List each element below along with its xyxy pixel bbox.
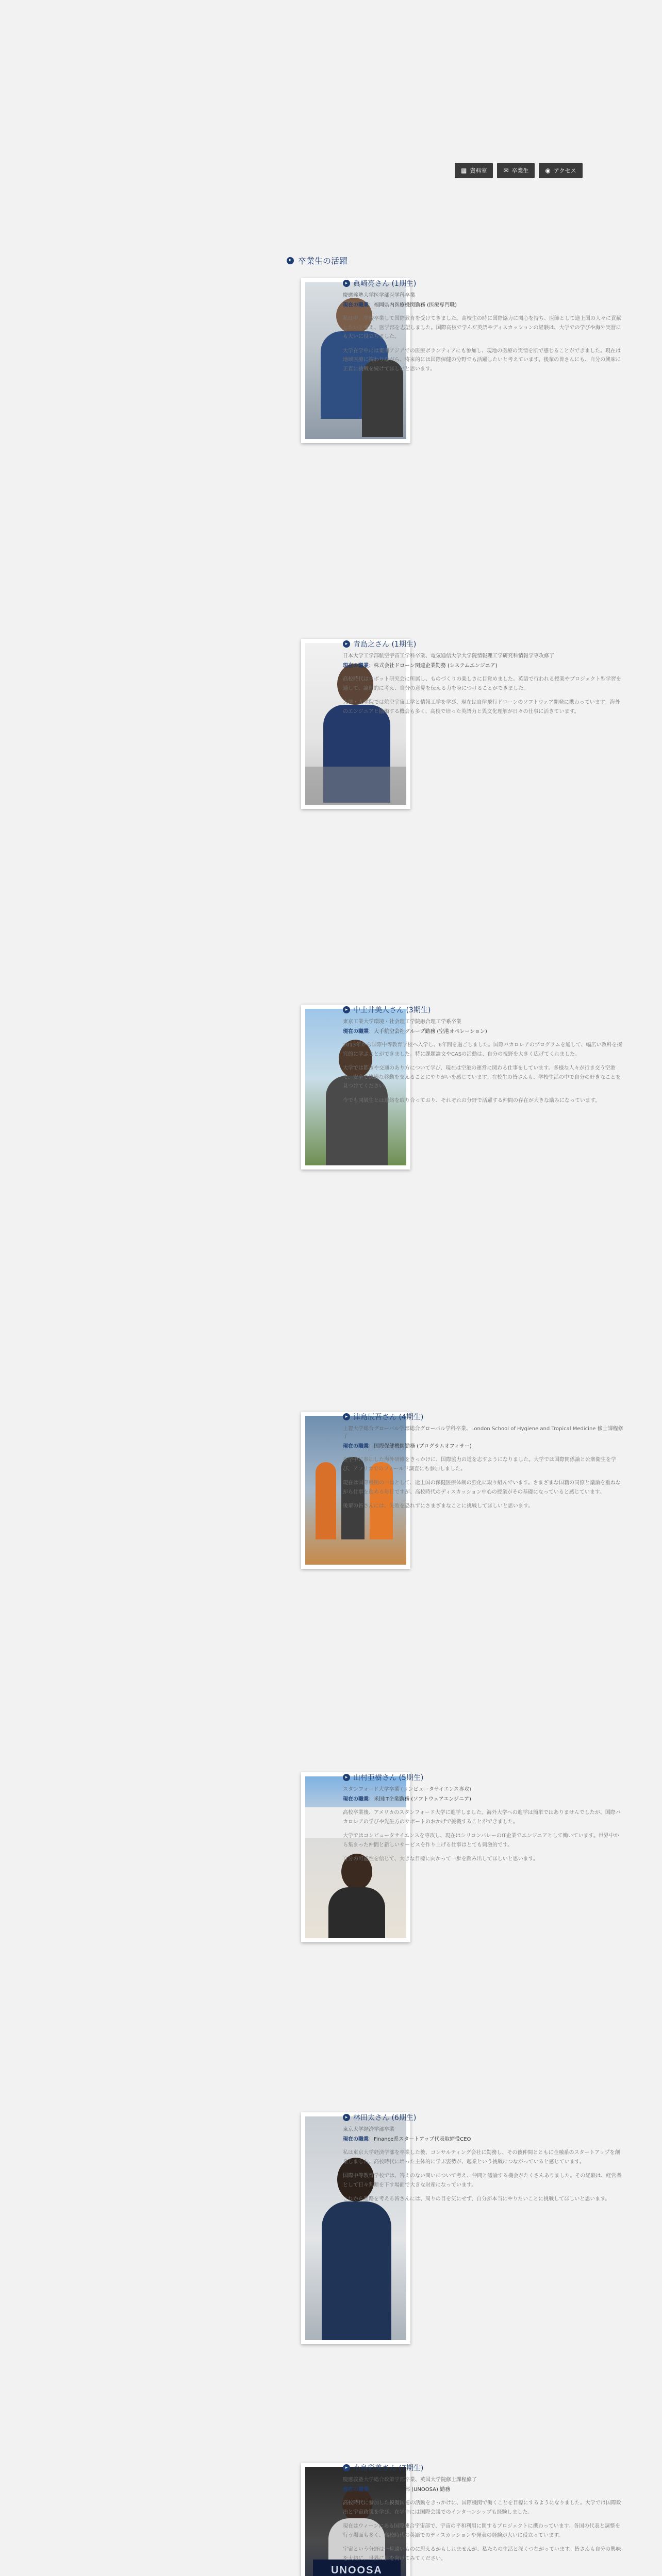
position-text: ：Finance系スタートアップ代表取締役CEO: [369, 2137, 471, 2142]
position-label: 現在の職業: [343, 663, 369, 669]
bio-paragraph: 大学では都市や交通のあり方について学び、現在は空港の運営に関わる仕事をしています。多様な人々が行き交う空港で、安全で快適な移動を支えることにやりがいを感じています。在校生の皆さんも、学校生活の中で自分の好きなことを見つけてください。: [343, 1065, 621, 1089]
alumni-text: [343, 639, 624, 721]
alumni-position: [343, 2486, 624, 2494]
position-label: 現在の職業: [343, 2487, 369, 2493]
mail-icon: ✉: [503, 167, 509, 174]
alumni-text: [343, 2463, 624, 2568]
alumni-name-text: 小島彩美さん (7期生): [353, 2464, 424, 2472]
position-text: ：米国IT企業勤務 (ソフトウェアエンジニア): [369, 1797, 471, 1802]
section-title-text: 卒業生の活躍: [298, 256, 348, 266]
bio-paragraph: 高校時代はロボット研究会に所属し、ものづくりの楽しさに目覚めました。英語で行われる授業やプロジェクト型学習を通して、論理的に考え、自分の意見を伝える力を身につけることができました。: [343, 676, 621, 691]
alumni-label: 卒業生: [511, 167, 529, 174]
alumni-name: [343, 639, 624, 649]
bio-paragraph: 今でも同級生とは連絡を取り合っており、それぞれの分野で活躍する仲間の存在が大きな励みになっています。: [343, 1097, 601, 1104]
arrow-circle-icon: ▸: [343, 280, 350, 287]
alumni-text: [343, 1005, 624, 1110]
alumni-text: [343, 2112, 624, 2209]
section-title: [287, 255, 347, 266]
alumni-name: [343, 1005, 624, 1015]
bio-paragraph: 私は東京大学経済学部を卒業した後、コンサルティング会社に勤務し、その後仲間とともに金融系のスタートアップを創業しました。高校時代に培った主体的に学ぶ姿勢が、起業という挑戦につながっていると感じています。: [343, 2150, 620, 2165]
alumni-name-text: 中土井美人さん (3期生): [353, 1006, 431, 1014]
alumni-school: 日本大学工学部航空宇宙工学科卒業、電気通信大学大学院情報理工学研究科情報学専攻修了: [343, 653, 554, 659]
bio-paragraph: 大学ではコンピュータサイエンスを専攻し、現在はシリコンバレーのIT企業でエンジニアとして働いています。世界中から集まった仲間と新しいサービスを作り上げる仕事はとても刺激的です。: [343, 1833, 619, 1848]
position-label: 現在の職業: [343, 1029, 369, 1035]
alumni-name: [343, 278, 624, 289]
arrow-circle-icon: ▸: [343, 2114, 350, 2121]
documents-button[interactable]: [455, 163, 493, 178]
map-pin-icon: ◉: [545, 167, 551, 174]
alumni-bio: [343, 2499, 624, 2563]
access-label: アクセス: [553, 167, 576, 174]
bio-paragraph: 後輩の皆さんには、失敗を恐れずにさまざまなことに挑戦してほしいと思います。: [343, 1503, 534, 1509]
alumni-name: [343, 2112, 624, 2123]
position-text: ：株式会社ドローン関連企業勤務 (システムエンジニア): [369, 663, 498, 669]
bio-paragraph: 大学在学中には東南アジアでの医療ボランティアにも参加し、現地の医療の実情を肌で感じることができました。現在は地域医療に携わりながら、将来的には国際保健の分野でも活躍したいと考えています。後輩の皆さんにも、自分の興味に正直に挑戦を続けてほしいと思います。: [343, 348, 621, 372]
bio-paragraph: 現在はウィーンにある国際連合宇宙部で、宇宙の平和利用に関するプロジェクトに携わっています。各国の代表と調整を行う場面も多く、高校時代の英語でのディスカッションや発表の経験が大いに役立っています。: [343, 2523, 620, 2538]
arrow-circle-icon: ▸: [343, 1006, 350, 1013]
bio-paragraph: 2013年から国際中等教育学校へ入学し、6年間を過ごしました。国際バカロレアのプログラムを通して、幅広い教科を探究的に学ぶことができました。特に課題論文やCASの活動は、自分の視野を大きく広げてくれました。: [343, 1042, 622, 1057]
alumni-name-text: 青島之さん (1期生): [353, 640, 417, 649]
alumni-position: [343, 1795, 624, 1803]
alumni-school: 慶應義塾大学総合政策学部卒業、英国大学院修士課程修了: [343, 2477, 477, 2483]
arrow-circle-icon: ▸: [343, 640, 350, 648]
alumni-name-text: 山村亜樹さん (5期生): [353, 1774, 424, 1782]
alumni-name-text: 眞崎亮さん (1期生): [353, 280, 417, 288]
alumni-name-text: 林田太さん (6期生): [353, 2114, 417, 2122]
position-label: 現在の職業: [343, 1444, 369, 1449]
position-label: 現在の職業: [343, 2137, 369, 2142]
alumni-photo: UNOOSA: [301, 2463, 410, 2576]
alumni-text: [343, 278, 624, 379]
alumni-school: 慶應義塾大学医学部医学科卒業: [343, 293, 415, 298]
access-button[interactable]: [539, 163, 582, 178]
bio-paragraph: 高校卒業後、アメリカのスタンフォード大学に進学しました。海外大学への進学は簡単ではありませんでしたが、国際バカロレアの学びや先生方のサポートのおかげで挑戦することができました。: [343, 1810, 621, 1825]
bio-paragraph: 宇宙という分野は一見遠いものに思えるかもしれませんが、私たちの生活と深くつながっています。皆さんも自分の興味を大切に、世界に目を向けてみてください。: [343, 2547, 621, 2562]
position-text: ：国際連合宇宙部 (UNOOSA) 勤務: [369, 2487, 451, 2493]
position-label: 現在の職業: [343, 302, 369, 308]
alumni-school: 上智大学総合グローバル学部総合グローバル学科卒業、London School of Hygiene and Tropical Medicine 修士課程修了: [343, 1426, 623, 1439]
alumni-position: [343, 2136, 624, 2143]
alumni-bio: [343, 1808, 624, 1864]
arrow-circle-icon: ▸: [343, 1413, 350, 1420]
alumni-name-text: 津島辰吾さん (4期生): [353, 1413, 424, 1421]
top-utility-buttons: [455, 163, 583, 178]
alumni-button[interactable]: [497, 163, 535, 178]
arrow-circle-icon: ▸: [343, 1774, 350, 1781]
bio-paragraph: 在学中に参加した海外研修をきっかけに、国際協力の道を志すようになりました。大学では国際関係論と公衆衛生を学び、アフリカでのフィールド調査にも参加しました。: [343, 1457, 616, 1472]
alumni-name: [343, 1412, 624, 1422]
bio-paragraph: 私は中、学校卒業して国際教育を受けてきました。高校生の時に国際協力に関心を持ち、医師として途上国の人々に貢献したいと考え、医学部を志望しました。国際高校で学んだ英語やディスカッションの経験は、大学での学びや海外実習にも大いに役立ちました。: [343, 316, 621, 340]
bio-paragraph: 高校時代に参加した模擬国連の活動をきっかけに、国際機関で働くことを目標にするようになりました。大学では国際政治と宇宙政策を学び、在学中には国際会議でのインターンシップも経験しました。: [343, 2500, 621, 2515]
position-text: ：国際保健機関勤務 (プログラムオフィサー): [369, 1444, 472, 1449]
alumni-school: 東京工業大学環境・社会理工学院融合理工学系卒業: [343, 1019, 461, 1025]
document-icon: ▦: [461, 167, 467, 174]
alumni-position: [343, 1028, 624, 1036]
alumni-text: [343, 1772, 624, 1869]
alumni-bio: [343, 314, 624, 374]
alumni-bio: [343, 2148, 624, 2204]
alumni-bio: [343, 675, 624, 716]
position-text: ：福岡県内医療機関勤務 (医療専門職): [369, 302, 457, 308]
alumni-school: スタンフォード大学卒業 (コンピュータサイエンス専攻): [343, 1787, 472, 1792]
alumni-bio: [343, 1041, 624, 1105]
arrow-circle-icon: ▸: [343, 2464, 350, 2471]
bio-paragraph: 国際中等教育学校では、答えのない問いについて考え、仲間と議論する機会がたくさんありました。その経験は、経営者として日々判断を下す場面で大きな財産になっています。: [343, 2173, 622, 2188]
bio-paragraph: 大学・大学院では航空宇宙工学と情報工学を学び、現在は自律飛行ドローンのソフトウェア開発に携わっています。海外のエンジニアと協働する機会も多く、高校で培った英語力と異文化理解が日々の仕事に活きています。: [343, 700, 620, 715]
documents-label: 資料室: [470, 167, 487, 174]
alumni-position: [343, 1443, 624, 1450]
alumni-bio: [343, 1455, 624, 1511]
alumni-position: [343, 662, 624, 670]
bio-paragraph: これから進路を考える皆さんには、周りの目を気にせず、自分が本当にやりたいことに挑戦してほしいと思います。: [343, 2196, 610, 2202]
alumni-text: [343, 1412, 624, 1516]
alumni-school: 東京大学経済学部卒業: [343, 2127, 394, 2132]
bio-paragraph: 現在は国際機関の一員として、途上国の保健医療体制の強化に取り組んでいます。さまざまな国籍の同僚と議論を重ねながら仕事を進める毎日ですが、高校時代のディスカッション中心の授業がその基礎になっていると感じています。: [343, 1480, 621, 1495]
alumni-name: [343, 1772, 624, 1783]
alumni-name: [343, 2463, 624, 2473]
position-label: 現在の職業: [343, 1797, 369, 1802]
position-text: ：大手航空会社グループ勤務 (空港オペレーション): [369, 1029, 487, 1035]
bio-paragraph: 自分の可能性を信じて、大きな目標に向かって一歩を踏み出してほしいと思います。: [343, 1856, 538, 1862]
alumni-position: [343, 301, 624, 309]
arrow-circle-icon: ▸: [287, 257, 294, 264]
